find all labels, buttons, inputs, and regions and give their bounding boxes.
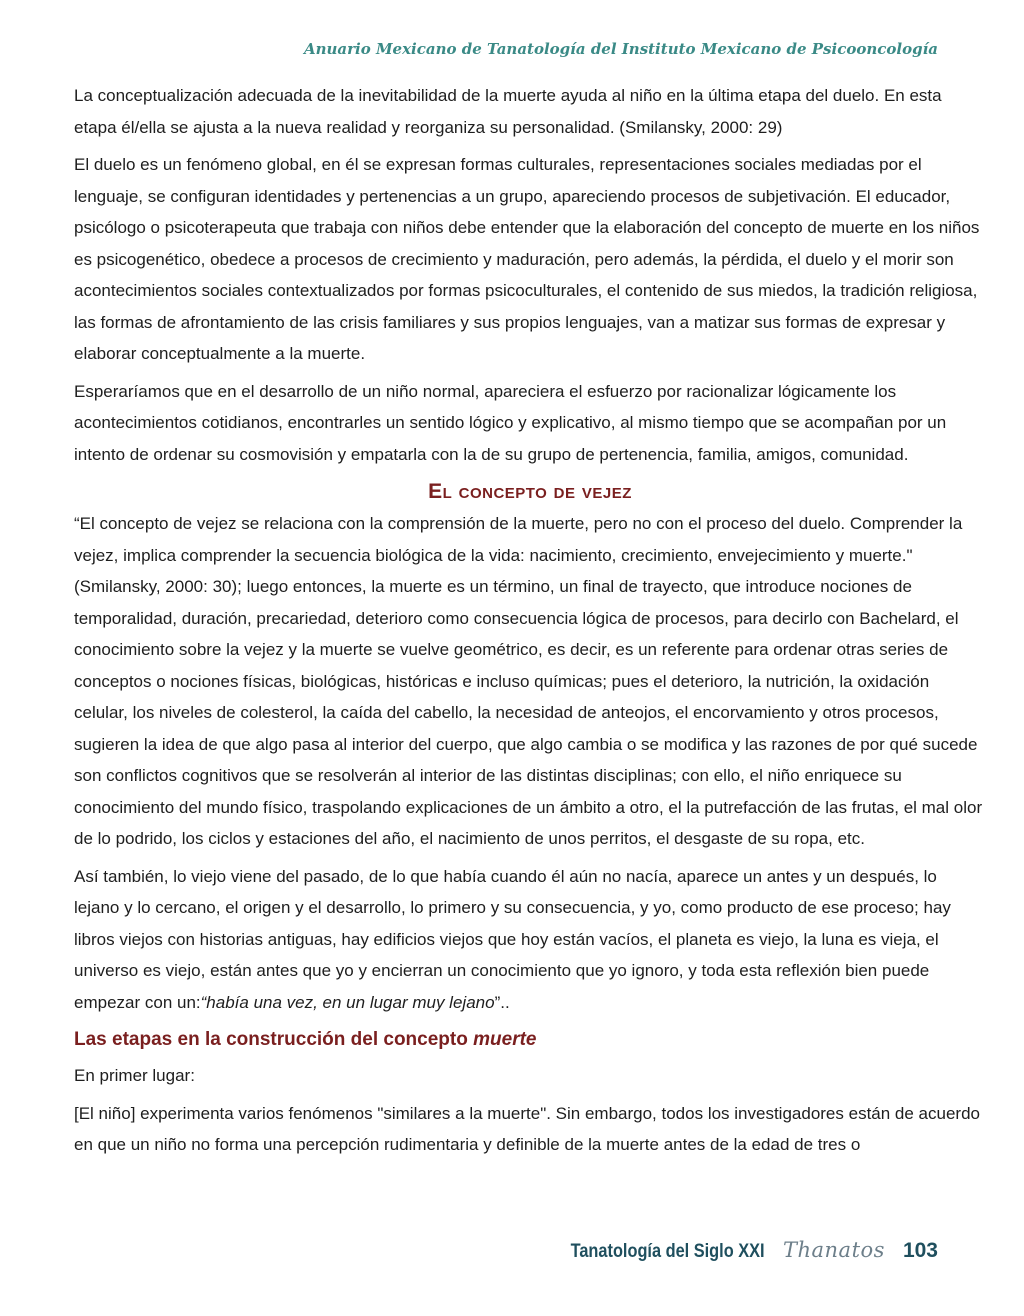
paragraph-text: Así también, lo viejo viene del pasado, de lo que había cuando él aún no nacía, aparece un antes y un después, lo lejano y lo cercano, el origen y el desarrollo, lo primero y su consecuencia, y yo, como producto de ese proceso; hay libros viejos con historias antiguas, hay edificios viejos que hoy están vacíos, el planeta es viejo, la luna es vieja, el universo es viejo, están antes que yo y encierran un conocimiento que yo ignoro, y toda esta reflexión bien puede empezar con un: (74, 866, 951, 1012)
section-title: El concepto de vejez (428, 480, 632, 503)
page-footer (539, 1238, 938, 1263)
paragraph: “El concepto de vejez se relaciona con la comprensión de la muerte, pero no con el proceso del duelo. Comprender la vejez, implica comprender la secuencia biológica de la vida: nacimiento, crecimiento, envejecimiento y muerte." (Smilansky, 2000: 30); luego entonces, la muerte es un término, un final de trayecto, que introduce nociones de temporalidad, duración, precariedad, deterioro como consecuencia lógica de procesos, para decirlo con Bachelard, el conocimiento sobre la vejez y la muerte se vuelve geométrico, es decir, es un referente para ordenar otras series de conceptos o nociones físicas, biológicas, históricas e incluso químicas; pues el deterioro, la nutrición, la oxidación celular, los niveles de colesterol, la caída del cabello, la necesidad de anteojos, el encorvamiento y otros procesos, sugieren la idea de que algo pasa al interior del cuerpo, que algo cambia o se modifica y las razones de por qué sucede son conflictos cognitivos que se resolverán al interior de las distintas disciplinas; con ello, el niño enriquece su conocimiento del mundo físico, traspolando explicaciones de un ámbito a otro, el la putrefacción de las frutas, el mal olor de lo podrido, los ciclos y estaciones del año, el nacimiento de unos perritos, el desgaste de su ropa, etc. (74, 514, 983, 848)
running-header: Anuario Mexicano de Tanatología del Instituto Mexicano de Psicooncología (303, 40, 938, 58)
subsection-title-text: Las etapas en la construcción del concepto (74, 1029, 468, 1050)
footer-title: Tanatología del Siglo XXI (571, 1241, 765, 1262)
page-number: 103 (902, 1239, 938, 1262)
subsection-title (74, 1024, 986, 1056)
paragraph: Esperaríamos que en el desarrollo de un niño normal, apareciera el esfuerzo por racionalizar lógicamente los acontecimientos cotidianos, encontrarles un sentido lógico y explicativo, al mismo tiempo que se acompañan por un intento de ordenar su cosmovisión y empatarla con la de su grupo de pertenencia, familia, amigos, comunidad. (74, 381, 947, 464)
paragraph: [El niño] experimenta varios fenómenos "similares a la muerte". Sin embargo, todos los investigadores están de acuerdo en que un niño no forma una percepción rudimentaria y definible de la muerte antes de la edad de tres o (74, 1103, 980, 1154)
subsection-title-italic: muerte (473, 1029, 537, 1050)
article-body (74, 80, 986, 1167)
thanatos-logo: Thanatos (782, 1238, 885, 1262)
paragraph-ending: ”.. (494, 992, 510, 1012)
paragraph: El duelo es un fenómeno global, en él se expresan formas culturales, representaciones sociales mediadas por el lenguaje, se configuran identidades y pertenencias a un grupo, apareciendo procesos de subjetivación. El educador, psicólogo o psicoterapeuta que trabaja con niños debe entender que la elaboración del concepto de muerte en los niños es psicogenético, obedece a procesos de crecimiento y maduración, pero además, la pérdida, el duelo y el morir son acontecimientos sociales contextualizados por formas psicoculturales, el contenido de sus miedos, la tradición religiosa, las formas de afrontamiento de las crisis familiares y sus propios lenguajes, van a matizar sus formas de expresar y elaborar conceptualmente a la muerte. (74, 155, 980, 363)
paragraph: La conceptualización adecuada de la inevitabilidad de la muerte ayuda al niño en la última etapa del duelo. En esta etapa él/ella se ajusta a la nueva realidad y reorganiza su personalidad. (Smilansky, 2000: 29) (74, 86, 942, 137)
paragraph (74, 861, 986, 1019)
italic-quote: “había una vez, en un lugar muy lejano (200, 992, 495, 1012)
paragraph: En primer lugar: (74, 1066, 195, 1085)
